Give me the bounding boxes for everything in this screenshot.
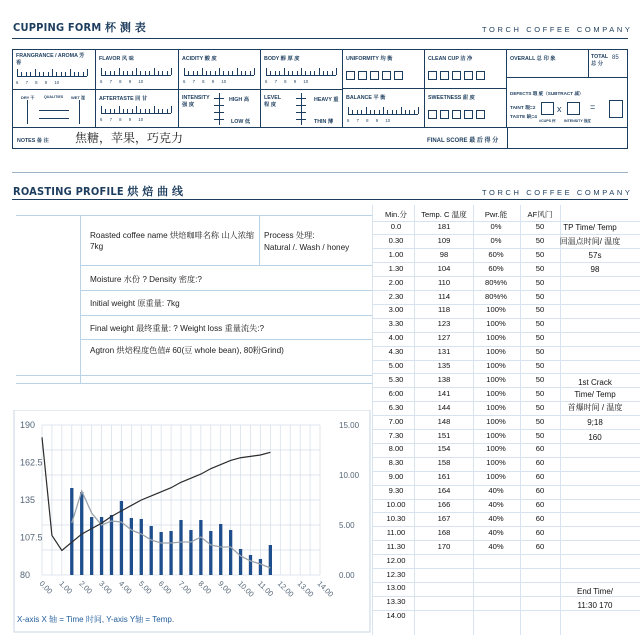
agtron: Agtron 烘焙程度色值# 60(豆 whole bean), 80粉Grind) [90, 346, 284, 355]
table-cell: 80%% [485, 291, 507, 301]
flavor-scale[interactable] [101, 69, 171, 76]
y-left-tick: 162.5 [20, 457, 43, 468]
ror-bar [159, 532, 162, 575]
cupping-brand: TORCH COFFEE COMPANY [482, 25, 633, 34]
first-crack-temp: 160 [588, 433, 602, 442]
cupping-title: CUPPING FORM 杯 测 表 [13, 21, 146, 34]
table-cell: 50 [535, 305, 545, 315]
table-cell: 40% [488, 527, 504, 537]
overall-label: OVERALL 总 印 象 [510, 56, 556, 62]
ror-bar [169, 531, 172, 575]
table-cell: 100% [486, 333, 506, 343]
table-cell: 50 [535, 388, 545, 398]
table-cell: 50 [535, 361, 545, 370]
table-cell: 164 [437, 486, 451, 496]
table-cell: 40% [488, 500, 504, 509]
y-left-tick: 135 [20, 495, 36, 505]
clean-cup-4[interactable] [464, 71, 473, 80]
table-cell: 4.30 [388, 347, 404, 357]
table-cell: 8.30 [388, 458, 404, 468]
table-cell: 100% [486, 388, 506, 398]
table-cell: 168 [437, 527, 451, 537]
ror-bar [209, 531, 212, 575]
table-cell: 100% [486, 444, 506, 454]
ror-bar [239, 549, 242, 575]
table-cell: 4.00 [388, 333, 404, 343]
process-value: Natural /. Wash / honey [264, 243, 350, 252]
body-scale[interactable] [266, 69, 336, 76]
table-cell: 158 [437, 458, 451, 468]
ror-bar [229, 530, 232, 575]
table-cell: 144 [437, 402, 451, 412]
table-cell: 11.00 [386, 527, 406, 537]
table-cell: 50 [535, 374, 545, 384]
table-cell: 40% [488, 513, 504, 523]
tp-temp: 98 [590, 265, 600, 274]
table-cell: 100% [486, 416, 506, 426]
fragrance-label: FRANGRANCE / AROMA 芳香 [16, 53, 85, 66]
table-cell: 50 [535, 430, 545, 440]
table-cell: 166 [437, 500, 451, 509]
ror-bar [90, 517, 93, 575]
ror-bar [189, 530, 192, 575]
table-cell: 0% [490, 235, 502, 245]
table-cell: 100% [486, 361, 506, 370]
uniformity-cup-1[interactable] [346, 71, 355, 80]
table-cell: 131 [437, 347, 451, 357]
clean-cup-5[interactable] [476, 71, 485, 80]
table-cell: 50 [535, 249, 545, 259]
clean-cup-2[interactable] [440, 71, 449, 80]
table-cell: 3.30 [388, 319, 404, 329]
acidity-scale[interactable] [184, 69, 254, 76]
x-tick: 2.00 [77, 579, 94, 596]
first-crack-label-cn: 首爆时间 / 温度 [567, 403, 623, 412]
initial-weight: Initial weight 原重量: 7kg [90, 299, 180, 308]
y-right-tick: 0.00 [339, 571, 355, 580]
moisture-density: Moisture 水份 ? Density 密度:? [90, 275, 202, 284]
table-cell: 110 [437, 277, 451, 287]
ror-bar [140, 519, 143, 575]
x-tick: 11.00 [256, 579, 276, 599]
sweetness-cup-1[interactable] [428, 110, 437, 119]
table-cell: 12.00 [386, 555, 406, 565]
y-left-tick: 80 [20, 570, 31, 580]
acidity-label: ACIDITY 酸 度 [182, 56, 217, 62]
table-cell: 3.00 [388, 305, 404, 315]
y-left-tick: 107.5 [20, 532, 43, 543]
x-tick: 9.00 [216, 579, 233, 596]
ror-bar [179, 520, 182, 575]
total-value: 85 [612, 55, 619, 61]
table-cell: 11.30 [386, 541, 406, 551]
table-cell: 60 [535, 486, 545, 496]
table-cell: 154 [437, 444, 451, 454]
table-cell: 100% [486, 430, 506, 440]
x-tick: 8.00 [196, 579, 214, 596]
roast-brand: TORCH COFFEE COMPANY [482, 188, 633, 197]
clean-cup-3[interactable] [452, 71, 461, 80]
end-time-value: 11:30 170 [577, 601, 613, 610]
table-cell: 7.30 [388, 430, 404, 440]
x-tick: 7.00 [176, 579, 194, 596]
table-cell: 50 [535, 333, 545, 343]
table-header: Pwr.能 [484, 210, 508, 219]
tp-label: TP Time/ Temp [563, 223, 617, 232]
x-tick: 12.00 [275, 579, 296, 599]
table-cell: 50 [535, 347, 545, 357]
table-cell: 100% [486, 458, 506, 468]
ror-bar [70, 488, 73, 575]
table-cell: 127 [437, 333, 451, 343]
table-cell: 50 [535, 222, 545, 231]
first-crack-time: 9;18 [587, 418, 603, 427]
table-cell: 60 [535, 500, 545, 509]
ror-bar [150, 526, 153, 575]
first-crack-label-2: Time/ Temp [574, 390, 616, 399]
table-cell: 50 [535, 277, 545, 287]
table-cell: 50 [535, 402, 545, 412]
table-cell: 151 [437, 430, 451, 440]
x-tick: 3.00 [97, 579, 114, 596]
table-cell: 9.00 [388, 472, 404, 482]
aftertaste-label: AFTERTASTE 回 甘 [99, 96, 148, 102]
table-cell: 60 [535, 444, 545, 454]
x-tick: 1.00 [57, 579, 75, 596]
table-cell: 100% [486, 347, 506, 357]
y-right-tick: 15.00 [339, 421, 360, 430]
balance-label: BALANCE 平 衡 [346, 95, 386, 101]
table-header: AF风门 [527, 210, 553, 219]
table-cell: 10.00 [386, 500, 406, 509]
table-cell: 114 [437, 291, 451, 301]
tp-time: 57s [588, 251, 602, 260]
ror-bar [130, 518, 133, 575]
uniformity-label: UNIFORMITY 均 衡 [346, 56, 393, 62]
table-header: Min.分 [385, 210, 407, 219]
x-tick: 4.00 [117, 579, 134, 596]
x-tick: 6.00 [156, 579, 174, 596]
table-cell: 60 [535, 472, 545, 482]
notes-value: 焦糖，苹果，巧克力 [75, 131, 184, 145]
y-right-tick: 5.00 [339, 521, 355, 530]
table-cell: 50 [535, 319, 545, 329]
ror-bar [199, 520, 202, 575]
sweetness-cup-4[interactable] [464, 110, 473, 119]
table-cell: 2.00 [388, 277, 404, 287]
balance-scale[interactable] [348, 108, 418, 115]
table-cell: 50 [535, 235, 545, 245]
table-cell: 167 [437, 513, 451, 523]
table-cell: 123 [437, 319, 451, 329]
tp-label-cn: 回温点时间/ 温度 [559, 237, 621, 246]
table-cell: 80%% [485, 277, 507, 287]
sweetness-label: SWEETNESS 甜 度 [428, 95, 475, 101]
table-cell: 181 [437, 222, 451, 231]
table-cell: 98 [439, 249, 449, 259]
table-cell: 7.00 [388, 416, 404, 426]
table-cell: 60 [535, 513, 545, 523]
table-cell: 100% [486, 472, 506, 482]
end-time-label: End Time/ [576, 587, 613, 596]
roast-title: ROASTING PROFILE 烘 焙 曲 线 [13, 185, 184, 198]
body-label: BODY 醇 厚 度 [264, 56, 300, 62]
uniformity-cup-3[interactable] [370, 71, 379, 80]
table-cell: 170 [437, 541, 451, 551]
table-cell: 14.00 [386, 611, 406, 621]
table-cell: 104 [437, 263, 451, 273]
table-cell: 5.00 [388, 361, 404, 370]
x-tick: 10.00 [236, 579, 256, 599]
fragrance-scale[interactable] [17, 70, 87, 77]
table-cell: 40% [488, 541, 504, 551]
final-score-label: FINAL SCORE 最 后 得 分 [427, 138, 499, 144]
table-cell: 6:00 [388, 388, 404, 398]
y-right-tick: 10.00 [339, 471, 360, 480]
x-tick: 13.00 [295, 579, 316, 599]
uniformity-cup-5[interactable] [394, 71, 403, 80]
defects-result-box[interactable] [609, 100, 623, 118]
x-tick: 14.00 [315, 579, 336, 599]
table-cell: 50 [535, 263, 545, 273]
x-tick: 0.00 [37, 579, 55, 596]
coffee-name: Roasted coffee name 烘焙咖啡名称 山人浓缩 7kg [90, 231, 255, 251]
clean-cup-1[interactable] [428, 71, 437, 80]
defects-intensity-input[interactable] [567, 102, 580, 115]
table-cell: 100% [486, 319, 506, 329]
ror-bar [219, 524, 222, 575]
sweetness-cup-5[interactable] [476, 110, 485, 119]
ror-bar [249, 555, 252, 575]
first-crack-label: 1st Crack [578, 378, 612, 387]
table-cell: 0% [490, 222, 502, 231]
roast-chart [0, 410, 372, 641]
table-cell: 5.30 [388, 374, 404, 384]
table-cell: 13.30 [386, 597, 406, 607]
table-cell: 10.30 [386, 513, 406, 523]
table-cell: 40% [488, 486, 504, 496]
table-cell: 100% [486, 305, 506, 315]
uniformity-cup-4[interactable] [382, 71, 391, 80]
notes-label: NOTES 备 注 [17, 138, 49, 144]
table-cell: 148 [437, 416, 451, 426]
table-cell: 100% [486, 402, 506, 412]
table-cell: 60 [535, 527, 545, 537]
table-header: Temp. C 温度 [421, 210, 467, 219]
table-cell: 118 [437, 305, 451, 315]
y-left-tick: 190 [20, 420, 36, 430]
table-cell: 8.00 [388, 444, 404, 454]
table-cell: 2.30 [388, 291, 404, 301]
sweetness-cup-3[interactable] [452, 110, 461, 119]
cupping-form: FRANGRANCE / AROMA 芳香 6 7 8 9 10 DRY 干 QUALITIES WET 湿 FLAVOR 风 味 6 7 8 9 10 AFTERTASTE 回 甘 6 7 8 9 10 ACIDITY 酸 度 6 7 8 9 10 INTENSITY 强 度 HIGH 高 LOW 低 BODY 醇 厚 度 6 7 8 9 10 LEVEL 程 度 HEAVY 重 THIN 薄 UNIFORMITY 均 衡 BALANCE 平 衡 6 7 8 9 10 CLEAN CUP 洁 净 SWEETNESS 甜 度 OVERALL 总 印 象 TOTAL 总 分 85 DEFECTS 瑕 疵（SUBTRACT 减） TAINT 瑕=2 TASTE 缺=4 x #CUPS 杯 INTENSITY 强度 = NOTES 备 注 焦糖，苹果，巧克力 FINAL SCORE 最 后 得 分 [12, 49, 628, 149]
ror-bar [259, 559, 262, 575]
table-cell: 100% [486, 374, 506, 384]
table-cell: 50 [535, 291, 545, 301]
aftertaste-scale[interactable] [101, 107, 171, 114]
table-cell: 1.30 [388, 263, 404, 273]
table-cell: 60 [535, 458, 545, 468]
table-cell: 60 [535, 541, 545, 551]
table-cell: 1.00 [388, 249, 404, 259]
final-weight: Final weight 最终重量: ? Weight loss 重量流失:? [90, 324, 265, 333]
table-cell: 12.30 [386, 569, 406, 579]
total-label: TOTAL 总 分 [591, 54, 609, 67]
table-cell: 0.0 [390, 222, 402, 231]
flavor-label: FLAVOR 风 味 [99, 56, 134, 62]
x-axis-caption: X-axis X 轴 = Time 时间, Y-axis Y轴 = Temp. [17, 615, 175, 624]
uniformity-cup-2[interactable] [358, 71, 367, 80]
defects-cups-input[interactable] [541, 102, 554, 115]
defects-label: DEFECTS 瑕 疵（SUBTRACT 减） [510, 91, 584, 96]
process-label: Process 处理: [264, 231, 315, 240]
table-cell: 13.00 [386, 583, 406, 593]
ror-bar [110, 515, 113, 575]
ror-bar [269, 545, 272, 575]
table-cell: 161 [437, 472, 451, 482]
table-cell: 60% [488, 263, 504, 273]
table-cell: 50 [535, 416, 545, 426]
table-cell: 0.30 [388, 235, 404, 245]
x-tick: 5.00 [136, 579, 154, 596]
table-cell: 138 [437, 374, 451, 384]
table-cell: 109 [437, 235, 451, 245]
table-cell: 60% [488, 249, 504, 259]
table-cell: 6.30 [388, 402, 404, 412]
clean-cup-label: CLEAN CUP 洁 净 [428, 56, 473, 62]
table-cell: 135 [437, 361, 451, 370]
table-cell: 9.30 [388, 486, 404, 496]
table-cell: 141 [437, 388, 451, 398]
sweetness-cup-2[interactable] [440, 110, 449, 119]
